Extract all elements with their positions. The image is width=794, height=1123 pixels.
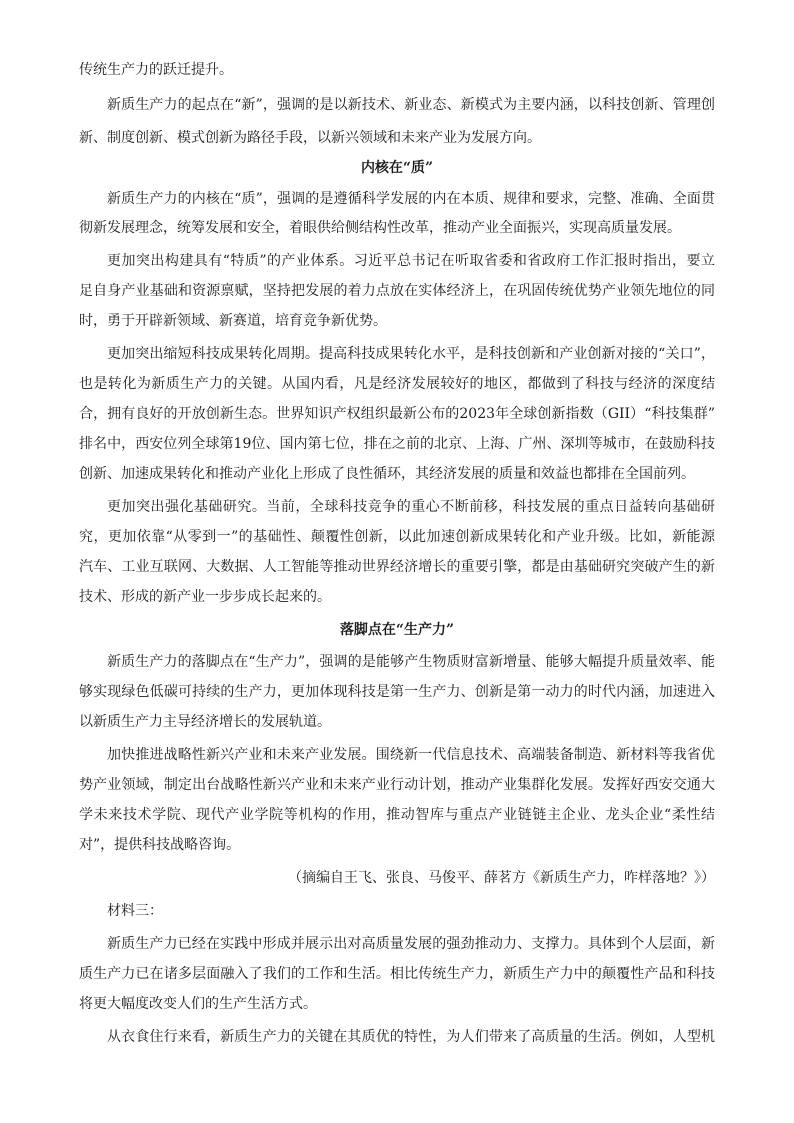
text-line: 新质生产力的内核在“质”，强调的是遵循科学发展的内在本质、规律和要求，完整、准确、全面贯 (107, 191, 715, 207)
text-line: （摘编自王飞、张良、马俊平、薛茗方《新质生产力，咋样落地？》） (288, 870, 715, 886)
section-heading: 内核在“质” (360, 160, 434, 176)
text-line: 创新、加速成果转化和推动产业化上形成了良性循环，其经济发展的质量和效益也都排在全国前列。 (79, 466, 695, 482)
text-line: 够实现绿色低碳可持续的生产力，更加体现科技是第一生产力、创新是第一动力的时代内涵，加速进入 (79, 684, 715, 700)
text-line: 更加突出构建具有“特质”的产业体系。习近平总书记在听取省委和省政府工作汇报时指出，要立 (107, 253, 715, 269)
text-line: 新质生产力已经在实践中形成并展示出对高质量发展的强劲推动力、支撑力。具体到个人层面，新 (107, 936, 715, 952)
text-line: 加快推进战略性新兴产业和未来产业发展。围绕新一代信息技术、高端装备制造、新材料等我省优 (107, 747, 715, 763)
text-line: 材料三： (107, 903, 163, 919)
text-line: 更加突出缩短科技成果转化周期。提高科技成果转化水平，是科技创新和产业创新对接的“关口”， (107, 346, 715, 362)
text-line: 合，拥有良好的开放创新生态。世界知识产权组织最新公布的2023年全球创新指数（GII）“科技集群” (79, 406, 715, 422)
text-line: 时，勇于开辟新领域、新赛道，培育竞争新优势。 (79, 313, 387, 329)
text-line: 学未来技术学院、现代产业学院等机构的作用，推动智库与重点产业链链主企业、龙头企业“柔性结 (79, 807, 715, 823)
text-line: 更加突出强化基础研究。当前，全球科技竞争的重心不断前移，科技发展的重点日益转向基础研 (107, 499, 715, 515)
text-line: 新、制度创新、模式创新为路径手段，以新兴领域和未来产业为发展方向。 (79, 130, 541, 146)
text-line: 以新质生产力主导经济增长的发展轨道。 (79, 714, 331, 730)
text-line: 势产业领域，制定出台战略性新兴产业和未来产业行动计划，推动产业集群化发展。发挥好西安交通大 (79, 777, 715, 793)
section-heading: 落脚点在“生产力” (339, 622, 455, 638)
text-line: 新质生产力的落脚点在“生产力”，强调的是能够产生物质财富新增量、能够大幅提升质量效率、能 (107, 654, 715, 670)
text-line: 足自身产业基础和资源禀赋，坚持把发展的着力点放在实体经济上，在巩固传统优势产业领先地位的同 (79, 283, 715, 299)
text-line: 新质生产力的起点在“新”，强调的是以新技术、新业态、新模式为主要内涵，以科技创新、管理创 (107, 97, 715, 113)
text-line: 技术、形成的新产业一步步成长起来的。 (79, 589, 331, 605)
text-line: 质生产力已在诸多层面融入了我们的工作和生活。相比传统生产力，新质生产力中的颠覆性产品和科技 (79, 966, 715, 982)
text-line: 排名中，西安位列全球第19位、国内第七位，排在之前的北京、上海、广州、深圳等城市，在鼓励科技 (79, 436, 715, 452)
text-line: 也是转化为新质生产力的关键。从国内看，凡是经济发展较好的地区，都做到了科技与经济的深度结 (79, 376, 715, 392)
text-line: 彻新发展理念，统筹发展和安全，着眼供给侧结构性改革，推动产业全面振兴，实现高质量发展。 (79, 220, 681, 236)
text-line: 汽车、工业互联网、大数据、人工智能等推动世界经济增长的重要引擎，都是由基础研究突破产生的新 (79, 559, 715, 575)
text-line: 将更大幅度改变人们的生产生活方式。 (79, 996, 317, 1012)
text-line: 究，更加依靠“从零到一”的基础性、颠覆性创新，以此加速创新成果转化和产业升级。比如，新能源 (79, 529, 715, 545)
text-line: 从衣食住行来看，新质生产力的关键在其质优的特性，为人们带来了高质量的生活。例如，人型机 (107, 1029, 715, 1045)
text-line: 传统生产力的跃迁提升。 (79, 62, 233, 78)
text-line: 对”，提供科技战略咨询。 (79, 837, 241, 853)
